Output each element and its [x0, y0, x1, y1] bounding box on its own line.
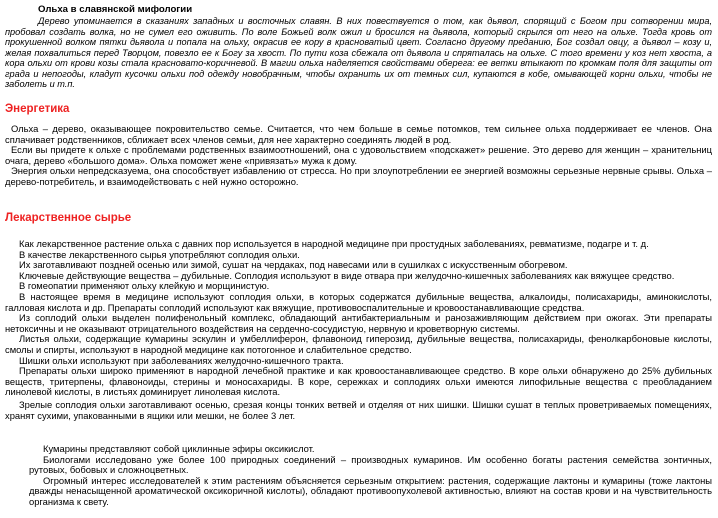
kumarins-paragraph-3: Огромный интерес исследователей к этим растениям объясняется серьезным открытием: растения, содержащие лактоны и кумарины (тоже лактоны дважды ненасыщенной ароматической оксикоричной кислоты), обладают противоопухолевой активностью, влияют на состав крови и на чувствительность организма к свету. — [29, 474, 712, 507]
energy-paragraph-3: Энергия ольхи непредсказуема, она способствует избавлению от стресса. Но при злоупотреблении ее энергией возможны серьезные нервные срывы. Ольха – дерево-потребитель, и взаимодействовать с ней нужно осторожно. — [5, 165, 712, 187]
kumarins-section — [29, 444, 712, 508]
kumarins-paragraph-2: Биологами исследовано уже более 100 природных соединений – производных кумаринов. Им особенно богаты растения семейства зонтичных, рутовых, бобовых и сложноцветных. — [29, 453, 712, 476]
energy-section — [5, 124, 712, 188]
drug-paragraph-3: Их заготавливают поздней осенью или зимой, сушат на чердаках, под навесами или в сушилках с искусственным обогревом. — [19, 259, 568, 271]
energy-paragraph-1: Ольха – дерево, оказывающее покровительство семье. Считается, что чем больше в семье потомков, тем сильнее ольха поддерживает ее членов. Она сплачивает родственников, сближает всех членов семьи, для нее характерно соединять людей в род. — [5, 123, 712, 145]
drug-paragraph-1: Как лекарственное растение ольха с давних пор используется в народной медицине при простудных заболеваниях, ревматизме, подагре и т. д. — [19, 238, 649, 249]
drug-paragraph-10: Препараты ольхи широко применяют в народной лечебной практике и как кровоостанавливающее средство. В коре ольхи обнаружено до 25% дубильных веществ, тритерпены, флавоноиды, стерины и моносахариды. В коре, сережках и соплодиях ольхи имеются липофильные вещества с преобладанием линолевой кислоты, в листьях доминирует линолевая кислота. — [5, 365, 712, 398]
myth-title: Ольха в славянской мифологии — [38, 4, 193, 15]
drug-paragraph-4: Ключевые действующие вещества – дубильные. Соплодия используют в виде отвара при желудочно-кишечных заболеваниях как вяжущее средство. — [19, 269, 675, 281]
drug-section — [5, 239, 712, 421]
drug-paragraph-7: Из соплодий ольхи выделен полифенольный комплекс, обладающий антибактериальным и ранозаживляющим действием при ожогах. Эти препараты нетоксичны и не оказывают отрицательного воздействия на сердечно-сосудистую, нервную и кроветворную системы. — [5, 312, 712, 334]
drug-paragraph-5: В гомеопатии применяют ольху клейкую и морщинистую. — [19, 280, 270, 292]
kumarins-paragraph-1: Кумарины представляют собой циклинные эфиры оксикислот. — [43, 443, 315, 454]
drug-paragraph-9: Шишки ольхи используют при заболеваниях желудочно-кишечного тракта. — [19, 354, 344, 366]
drug-paragraph-2: В качестве лекарственного сырья употребляют соплодия ольхи. — [19, 248, 300, 260]
drug-paragraph-8: Листья ольхи, содержащие кумарины эскулин и умбеллиферон, флавоноид гиперозид, дубильные вещества, полисахариды, фенолкарбоновые кислоты, смолы и спирты, используют в народной медицине как потогонное и слабительное средство. — [5, 333, 712, 355]
drug-paragraph-6: В настоящее время в медицине используют соплодия ольхи, в которых содержатся дубильные вещества, алкалоиды, полисахариды, аминокислоты, галловая кислота и др. Препараты соплодий используют как вяжущие, противовоспалительные и кровоостанавливающие средства. — [5, 290, 712, 313]
drug-paragraph-11: Зрелые соплодия ольхи заготавливают осенью, срезая концы тонких ветвей и отделяя от них шишки. Шишки сушат в теплых проветриваемых помещениях, хранят сухими, упакованными в ящики или мешки, не более 3 лет. — [5, 398, 712, 421]
myth-paragraph: Дерево упоминается в сказаниях западных и восточных славян. В них повествуется о том, как дьявол, спорящий с Богом при сотворении мира, пробовал создать волка, но не сумел его оживить. По воле Божьей волк ожил и бросился на дьявола, который скрылся от него на ольхе. Тогда кровь от прокушенной волком пятки дьявола и попала на ольху, окрасив ее кору в красноватый цвет. Согласно другому преданию, Бог создал овцу, а дьявол – козу и, желая похвалиться перед Творцом, повезло ее к Богу за хвост. По пути коза сбежала от дьявола и спряталась на ольхе. С того времени у коз нет хвоста, а кора ольхи от крови козы стала красновато-коричневой. В магии ольха наделяется свойствами оберега: ее ветки втыкают по кромкам поля для защиты от града и непогоды, кладут кусочки ольхи под одежду новобрачным, чтобы охранить их от темных сил, купаются в кобе, омывающей корни ольхи, чтобы не заболеть и т.п. — [5, 16, 712, 89]
drug-heading: Лекарственное сырье — [5, 212, 132, 224]
energy-heading: Энергетика — [5, 103, 70, 115]
energy-paragraph-2: Если вы придете к ольхе с проблемами родственных взаимоотношений, она с удовольствием «подскажет» решение. Это дерево для женщин – хранительниц очага, дерево «большого дома». Ольха поможет жене «привязать» мужа к дому. — [5, 144, 712, 166]
